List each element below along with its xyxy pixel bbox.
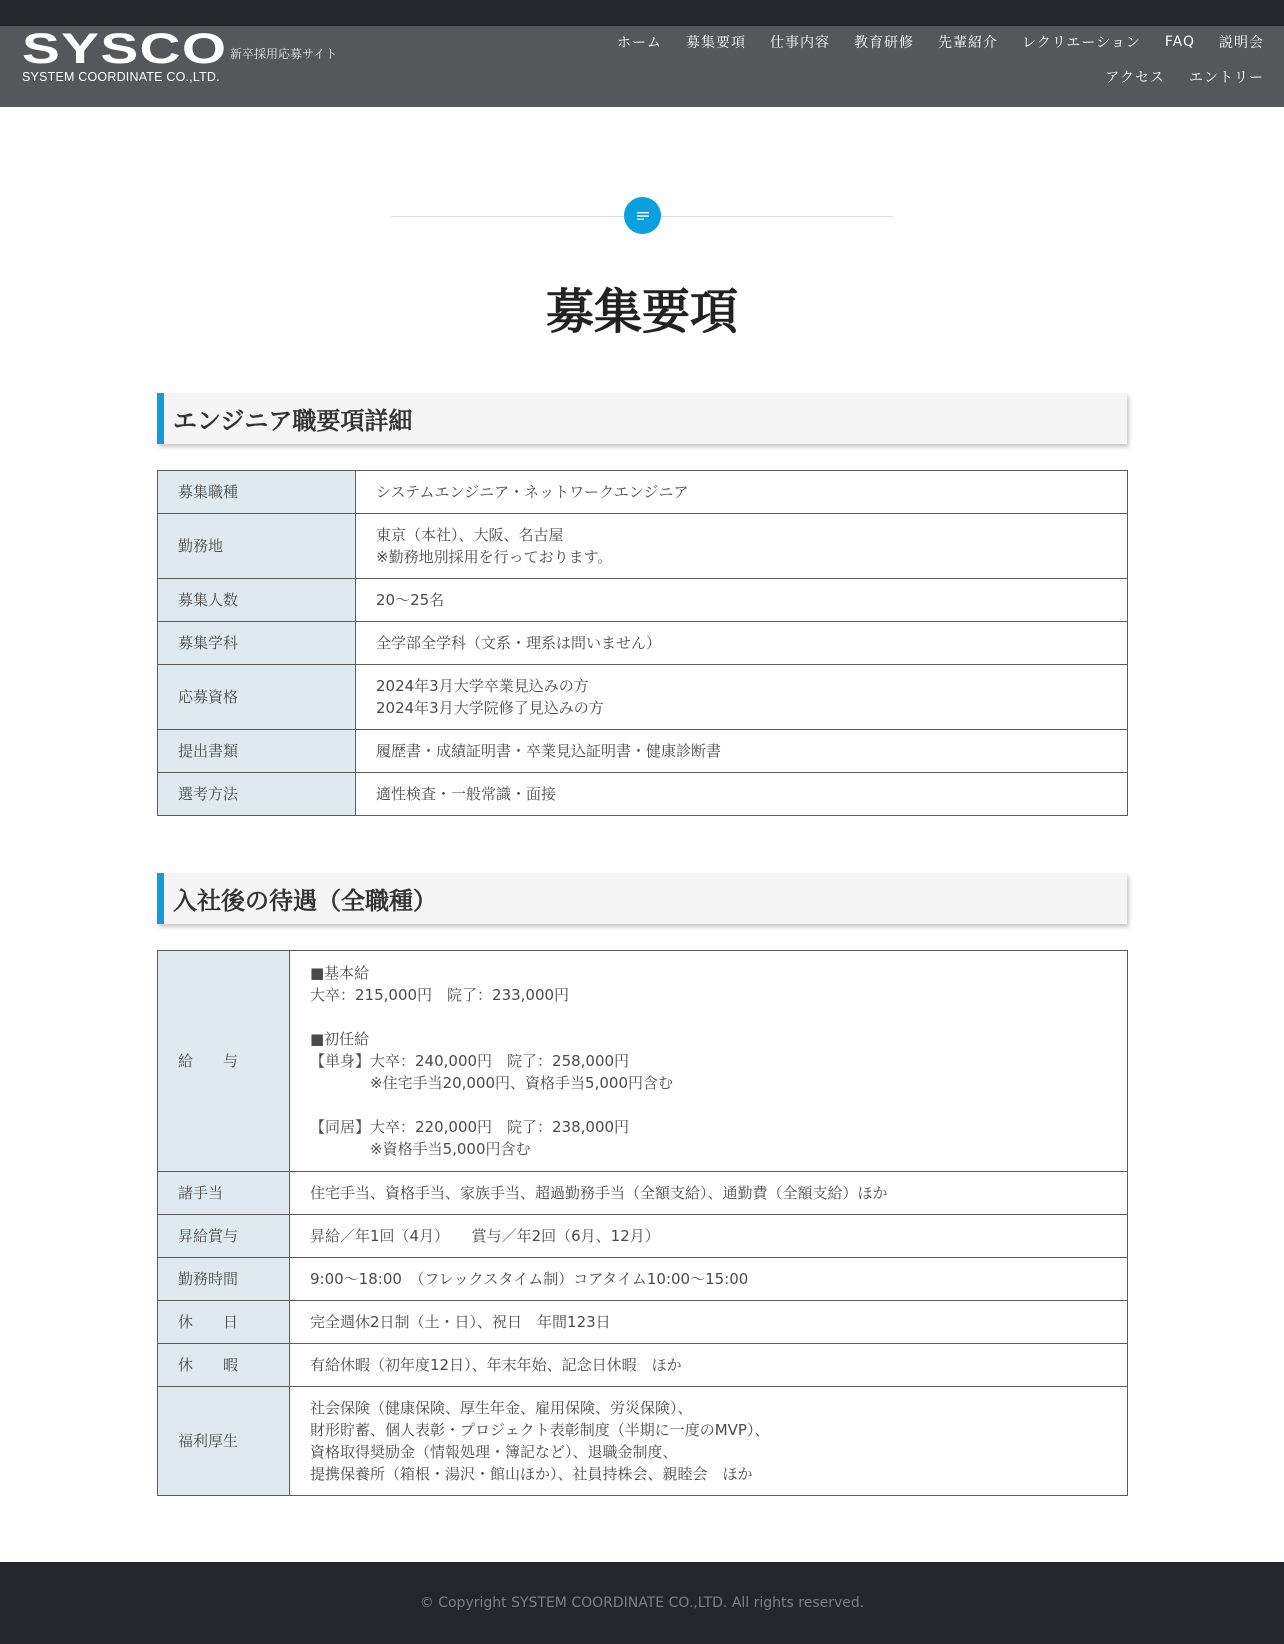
row-value: ■基本給 大卒：215,000円 院了：233,000円 ■初任給 【単身】大卒：240,000円 院了：258,000円 ※住宅手当20,000円、資格手当5,000円含む 【同居】大卒：220,000円 院了：238,000円 ※資格手当5,000円含む [290,951,1128,1172]
table-row [158,622,1128,665]
benefits-table [157,950,1128,1496]
table-row [158,1387,1128,1496]
row-value: 9:00〜18:00 （フレックスタイム制）コアタイム10:00〜15:00 [290,1258,1128,1301]
table-row [158,730,1128,773]
company-logo[interactable] [22,25,228,84]
global-nav-row-1 [593,26,1264,58]
row-label: 募集人数 [158,579,356,622]
row-label: 選考方法 [158,773,356,816]
row-label: 休 暇 [158,1344,290,1387]
row-value: 適性検査・一般常識・面接 [356,773,1128,816]
table-row [158,1258,1128,1301]
document-icon [624,197,661,234]
row-value: 社会保険（健康保険、厚生年金、雇用保険、労災保険）、 財形貯蓄、個人表彰・プロジェクト表彰制度（半期に一度のMVP）、 資格取得奨励金（情報処理・簿記など）、退職金制度、 提携保養所（箱根・湯沢・館山ほか）、社員持株会、親睦会 ほか [290,1387,1128,1496]
table-row [158,1344,1128,1387]
table-row [158,951,1128,1172]
nav-training[interactable]: 教育研修 [853,35,914,51]
copyright-text: © Copyright SYSTEM COORDINATE CO.,LTD. All rights reserved. [419,1595,865,1611]
row-label: 応募資格 [158,665,356,730]
row-value: 20〜25名 [356,579,1128,622]
site-tagline: 新卒採用応募サイト [230,47,338,61]
nav-senior-staff[interactable]: 先輩紹介 [937,35,998,51]
row-label: 給 与 [158,951,290,1172]
nav-access[interactable]: アクセス [1105,70,1165,86]
section-heading-benefits: 入社後の待遇（全職種） [157,873,1127,924]
row-label: 諸手当 [158,1172,290,1215]
row-label: 勤務地 [158,514,356,579]
table-row [158,1172,1128,1215]
logo-mark: SYSCO [22,25,228,73]
nav-info-session[interactable]: 説明会 [1219,35,1264,51]
row-label: 提出書類 [158,730,356,773]
row-value: 有給休暇（初年度12日）、年末年始、記念日休暇 ほか [290,1344,1128,1387]
table-row [158,471,1128,514]
site-footer [0,1562,1284,1644]
table-row [158,665,1128,730]
nav-faq[interactable]: FAQ [1164,34,1195,50]
table-row [158,579,1128,622]
nav-recreation[interactable]: レクリエーション [1021,35,1141,51]
table-row [158,773,1128,816]
logo-company-name: SYSTEM COORDINATE CO.,LTD. [22,70,220,84]
row-label: 勤務時間 [158,1258,290,1301]
row-label: 休 日 [158,1301,290,1344]
section-heading-engineer: エンジニア職要項詳細 [157,393,1127,444]
row-label: 募集職種 [158,471,356,514]
row-value: 履歴書・成績証明書・卒業見込証明書・健康診断書 [356,730,1128,773]
row-label: 募集学科 [158,622,356,665]
row-value: 全学部全学科（文系・理系は問いません） [356,622,1128,665]
table-row [158,514,1128,579]
nav-job-description[interactable]: 仕事内容 [769,35,830,51]
table-row [158,1301,1128,1344]
page-title: 募集要項 [545,284,738,340]
row-value: 完全週休2日制（土・日）、祝日 年間123日 [290,1301,1128,1344]
site-header [0,26,1284,107]
row-value: 東京（本社）、大阪、名古屋 ※勤務地別採用を行っております。 [356,514,1128,579]
nav-recruitment-guidelines[interactable]: 募集要項 [685,35,746,51]
nav-entry[interactable]: エントリー [1189,70,1264,86]
row-value: 2024年3月大学卒業見込みの方 2024年3月大学院修了見込みの方 [356,665,1128,730]
row-label: 昇給賞与 [158,1215,290,1258]
row-value: 昇給／年1回（4月） 賞与／年2回（6月、12月） [290,1215,1128,1258]
top-strip [0,0,1284,26]
engineer-requirements-table [157,470,1128,816]
row-label: 福利厚生 [158,1387,290,1496]
row-value: システムエンジニア・ネットワークエンジニア [356,471,1128,514]
nav-home[interactable]: ホーム [616,35,662,51]
global-nav-row-2 [1081,56,1264,98]
row-value: 住宅手当、資格手当、家族手当、超過勤務手当（全額支給）、通勤費（全額支給）ほか [290,1172,1128,1215]
table-row [158,1215,1128,1258]
